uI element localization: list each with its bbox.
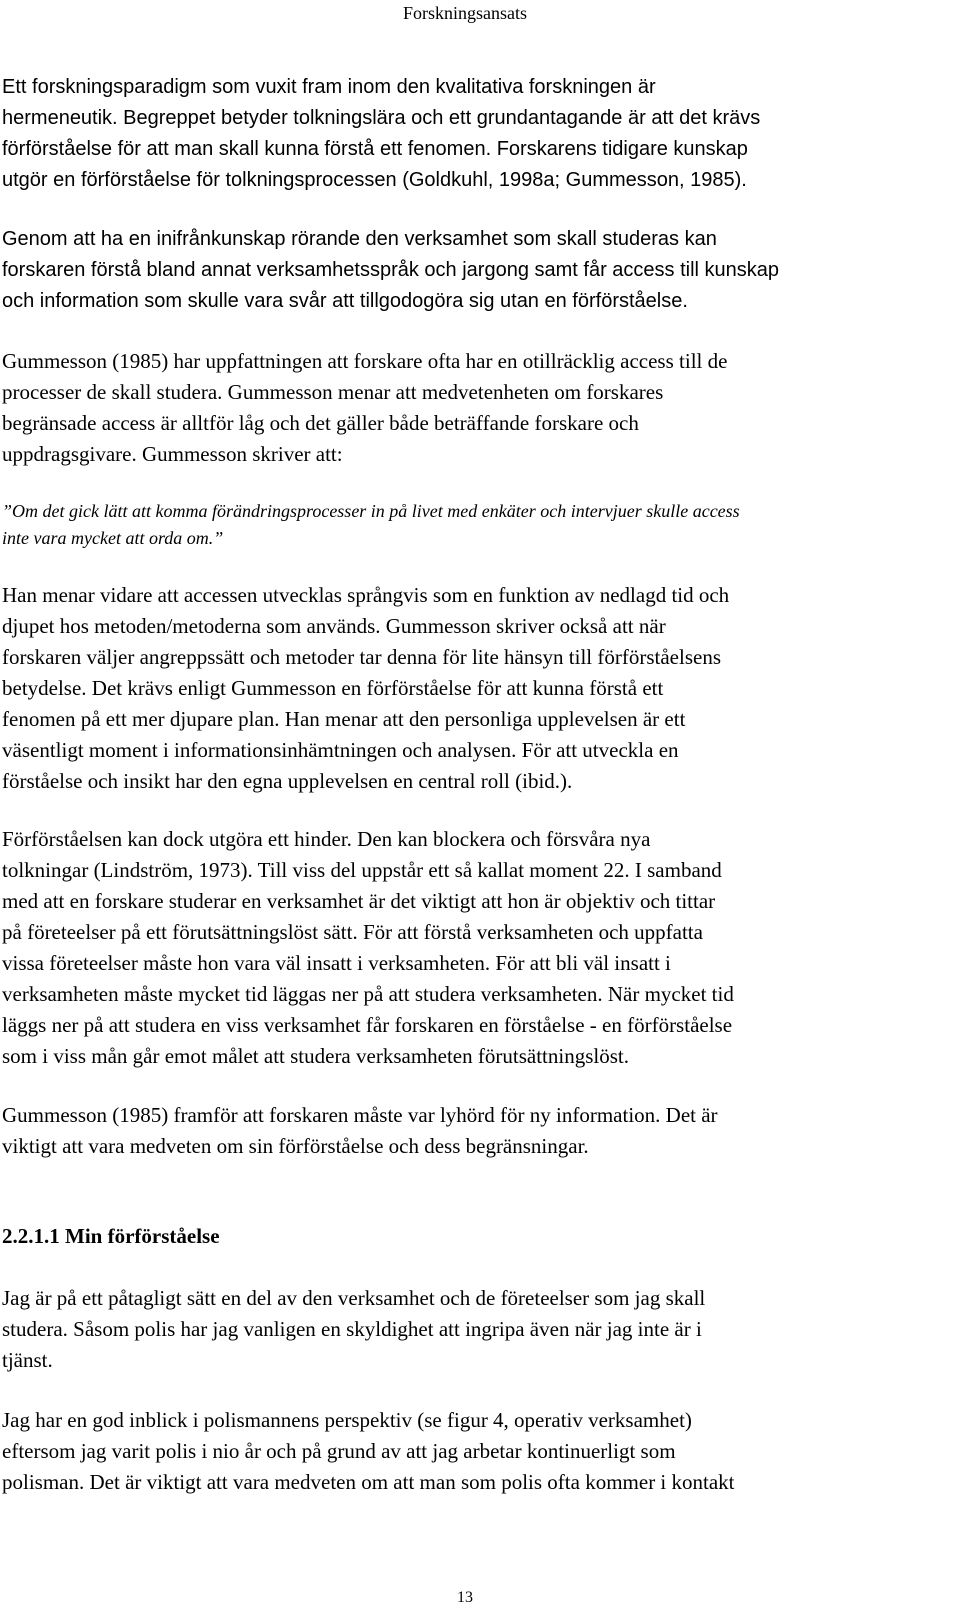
text-line: forskaren väljer angreppssätt och metoder tar denna för lite hänsyn till förförståelsens: [2, 645, 721, 669]
text-line: förförståelse för att man skall kunna förstå ett fenomen. Forskarens tidigare kunskap: [2, 138, 748, 160]
text-line: Ett forskningsparadigm som vuxit fram inom den kvalitativa forskningen är: [2, 76, 656, 98]
text-line: processer de skall studera. Gummesson menar att medvetenheten om forskares: [2, 380, 664, 404]
paragraph-insider-knowledge: [2, 224, 952, 317]
text-line: vissa företeelser måste hon vara väl insatt i verksamheten. För att bli väl insatt i: [2, 951, 671, 975]
text-line: utgör en förförståelse för tolkningsprocessen (Goldkuhl, 1998a; Gummesson, 1985).: [2, 169, 747, 191]
text-line: som i viss mån går emot målet att studera verksamheten förutsättningslöst.: [2, 1044, 629, 1068]
text-line: på företeelser på ett förutsättningslöst sätt. För att förstå verksamheten och uppfatta: [2, 920, 703, 944]
text-line: Jag har en god inblick i polismannens perspektiv (se figur 4, operativ verksamhet): [2, 1408, 692, 1432]
paragraph-hermeneutics: [2, 72, 952, 196]
paragraph-preunderstanding-obstacle: [2, 824, 952, 1072]
text-line: Gummesson (1985) framför att forskaren måste var lyhörd för ny information. Det är: [2, 1103, 718, 1127]
text-line: betydelse. Det krävs enligt Gummesson en förförståelse för att kunna förstå ett: [2, 676, 664, 700]
paragraph-part-of-activity: [2, 1283, 952, 1376]
text-line: djupet hos metoden/metoderna som används. Gummesson skriver också att när: [2, 614, 666, 638]
text-line: förståelse och insikt har den egna upplevelsen en central roll (ibid.).: [2, 769, 573, 793]
text-line: Jag är på ett påtagligt sätt en del av den verksamhet och de företeelser som jag skall: [2, 1286, 706, 1310]
paragraph-lyhord: [2, 1100, 952, 1162]
text-line: läggs ner på att studera en viss verksamhet får forskaren en förståelse - en förförståelse: [2, 1013, 733, 1037]
text-line: Gummesson (1985) har uppfattningen att forskare ofta har en otillräcklig access till de: [2, 349, 728, 373]
text-line: Han menar vidare att accessen utvecklas språngvis som en funktion av nedlagd tid och: [2, 583, 730, 607]
text-line: viktigt att vara medveten om sin förförståelse och dess begränsningar.: [2, 1134, 589, 1158]
paragraph-access-development: [2, 580, 952, 797]
page-number: 13: [457, 1589, 473, 1606]
text-line: Förförståelsen kan dock utgöra ett hinder. Den kan blockera och försvåra nya: [2, 827, 651, 851]
paragraph-gummesson-access: [2, 346, 952, 470]
text-line: fenomen på ett mer djupare plan. Han menar att den personliga upplevelsen är ett: [2, 707, 686, 731]
text-line: eftersom jag varit polis i nio år och på grund av att jag arbetar kontinuerligt som: [2, 1439, 676, 1463]
text-line: polisman. Det är viktigt att vara medveten om att man som polis ofta kommer i kontakt: [2, 1470, 735, 1494]
text-line: studera. Såsom polis har jag vanligen en skyldighet att ingripa även när jag inte är i: [2, 1317, 702, 1341]
text-line: uppdragsgivare. Gummesson skriver att:: [2, 442, 343, 466]
text-line: tjänst.: [2, 1348, 53, 1372]
text-line: med att en forskare studerar en verksamhet är det viktigt att hon är objektiv och tittar: [2, 889, 716, 913]
running-header: Forskningsansats: [402, 3, 527, 23]
text-line: och information som skulle vara svår att tillgodogöra sig utan en förförståelse.: [2, 290, 688, 312]
text-line: tolkningar (Lindström, 1973). Till viss del uppstår ett så kallat moment 22. I samband: [2, 858, 722, 882]
text-line: begränsade access är alltför låg och det gäller både beträffande forskare och: [2, 411, 639, 435]
text-line: Genom att ha en inifrånkunskap rörande den verksamhet som skall studeras kan: [2, 228, 717, 250]
text-line: hermeneutik. Begreppet betyder tolkningslära och ett grundantagande är att det krävs: [2, 107, 761, 129]
section-heading: 2.2.1.1 Min förförståelse: [2, 1224, 220, 1248]
text-line: väsentligt moment i informationsinhämtningen och analysen. För att utveckla en: [2, 738, 679, 762]
paragraph-police-perspective: [2, 1405, 952, 1498]
text-line: verksamheten måste mycket tid läggas ner på att studera verksamheten. När mycket tid: [2, 982, 734, 1006]
text-line: forskaren förstå bland annat verksamhetsspråk och jargong samt får access till kunskap: [2, 259, 780, 281]
quote-line: inte vara mycket att orda om.”: [2, 528, 224, 548]
block-quote: [2, 498, 952, 552]
quote-line: ”Om det gick lätt att komma förändringsprocesser in på livet med enkäter och intervjuer skulle access: [2, 501, 740, 521]
